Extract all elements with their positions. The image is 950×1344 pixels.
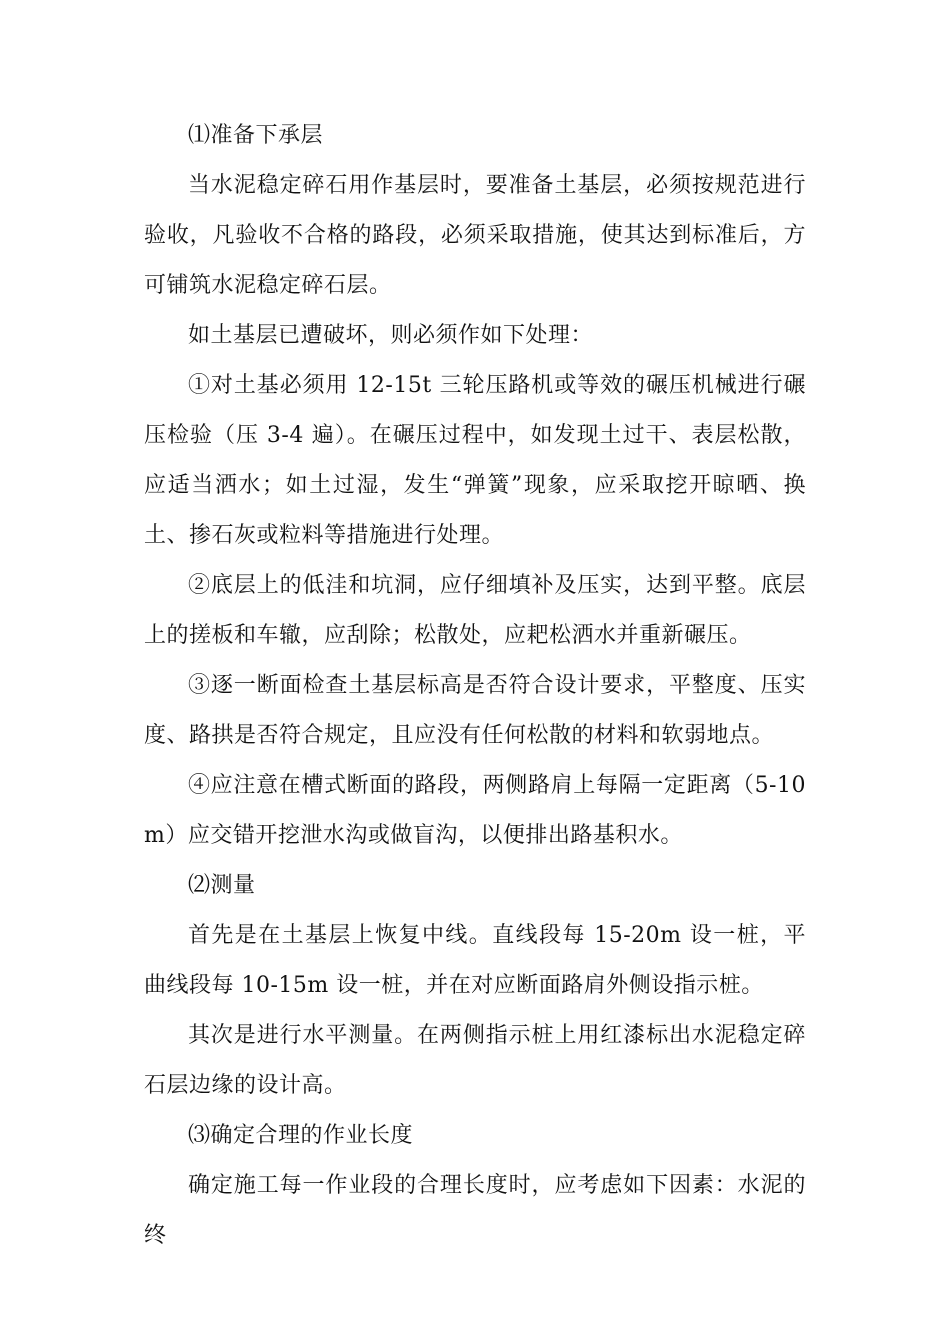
section-heading-work-length: ⑶确定合理的作业长度 <box>188 1123 414 1148</box>
paragraph-sublayer-acceptance: 当水泥稳定碎石用作基层时，要准备土基层，必须按规范进行验收，凡验收不合格的路段，必须采取措施，使其达到标准后，方可铺筑水泥稳定碎石层。 <box>144 173 806 298</box>
paragraph-leveling: 其次是进行水平测量。在两侧指示桩上用红漆标出水泥稳定碎石层边缘的设计高。 <box>144 1023 806 1098</box>
paragraph-damaged-subgrade: 如土基层已遭破坏，则必须作如下处理： <box>188 323 594 348</box>
list-item-2-depressions: ②底层上的低洼和坑洞，应仔细填补及压实，达到平整。底层上的搓板和车辙，应刮除；松散处，应耙松洒水并重新碾压。 <box>144 573 806 648</box>
list-item-4-drainage: ④应注意在槽式断面的路段，两侧路肩上每隔一定距离（5-10m）应交错开挖泄水沟或做盲沟，以便排出路基积水。 <box>144 773 806 848</box>
section-heading-survey: ⑵测量 <box>188 873 256 898</box>
paragraph-centerline: 首先是在土基层上恢复中线。直线段每 15-20m 设一桩，平曲线段每 10-15m 设一桩，并在对应断面路肩外侧设指示桩。 <box>144 923 806 998</box>
section-heading-prepare-sublayer: ⑴准备下承层 <box>188 123 324 148</box>
list-item-1-rolling-check: ①对土基必须用 12-15t 三轮压路机或等效的碾压机械进行碾压检验（压 3-4 遍）。在碾压过程中，如发现土过干、表层松散，应适当洒水；如土过湿，发生“弹簧”现象，应采取挖开晾晒、换土、掺石灰或粒料等措施进行处理。 <box>144 373 806 548</box>
paragraph-work-length-factors: 确定施工每一作业段的合理长度时，应考虑如下因素：水泥的终 <box>144 1173 806 1248</box>
list-item-3-elevation-check: ③逐一断面检查土基层标高是否符合设计要求，平整度、压实度、路拱是否符合规定，且应没有任何松散的材料和软弱地点。 <box>144 673 806 748</box>
document-body <box>144 111 806 1261</box>
